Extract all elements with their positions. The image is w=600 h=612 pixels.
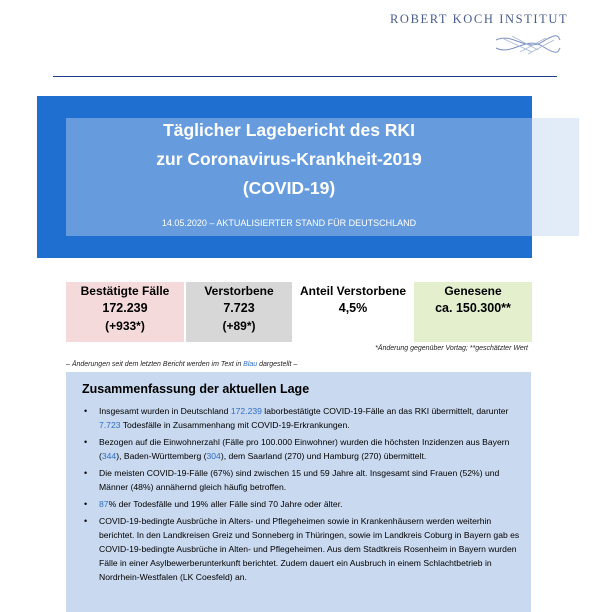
report-title-line3: (COVID-19) (242, 178, 336, 198)
stat-label: Genesene (444, 284, 502, 298)
summary-list (84, 404, 524, 587)
report-date: 14.05.2020 – AKTUALISIERTER STAND FÜR DEUTSCHLAND (161, 218, 417, 228)
changes-note-post: dargestellt – (257, 361, 298, 368)
summary-title: Zusammenfassung der aktuellen Lage (82, 382, 310, 396)
stat-recovered (414, 282, 532, 342)
rki-wave-icon (492, 30, 562, 58)
stat-change: (+89*) (222, 319, 256, 333)
stat-death-ratio (294, 282, 412, 342)
stat-value: ca. 150.300** (435, 301, 511, 315)
summary-item: • Bezogen auf die Einwohnerzahl (Fälle pro 100.000 Einwohner) wurden die höchsten Inzidenzen aus Bayern (344), Baden-Württemberg (304), dem Saarland (270) und Hamburg (270) übermittelt. (84, 435, 524, 463)
rki-logo (390, 12, 569, 27)
stat-label: Verstorbene (204, 284, 274, 298)
stat-value: 172.239 (102, 301, 148, 315)
changes-note-blue: Blau (243, 361, 258, 368)
report-title-line1: Täglicher Lagebericht des RKI (163, 120, 415, 140)
stat-change: (+933*) (105, 319, 145, 333)
changes-note (66, 361, 546, 368)
stat-confirmed-cases (66, 282, 184, 342)
rki-org-name: ROBERT KOCH INSTITUT (390, 12, 569, 26)
summary-item: • Die meisten COVID-19-Fälle (67%) sind zwischen 15 und 59 Jahre alt. Insgesamt sind Frauen (52%) und Männer (48%) annähernd gleich häufig betroffen. (84, 466, 524, 494)
stat-deaths (186, 282, 292, 342)
report-title-line2: zur Coronavirus-Krankheit-2019 (156, 149, 422, 169)
stat-value: 4,5% (338, 301, 368, 315)
stats-footnote: *Änderung gegenüber Vortag; **geschätzter Wert (375, 345, 528, 352)
summary-item: • Insgesamt wurden in Deutschland 172.239 laborbestätigte COVID-19-Fälle an das RKI übermittelt, darunter 7.723 Todesfälle in Zusammenhang mit COVID-19-Erkrankungen. (84, 404, 524, 432)
summary-item: • COVID-19-bedingte Ausbrüche in Alters- und Pflegeheimen sowie in Krankenhäusern werden weiterhin berichtet. In den Landkreisen Greiz und Sonneberg in Thüringen, sowie im Landkreis Coburg in Bayern gab es COVID-19-bedingte Ausbrüche in Alten- und Pflegeheimen. Aus dem Stadtkreis Rosenheim in Bayern wurden Fälle in einer Asylbewerberunterkunft berichtet. Zudem dauert ein Ausbruch in einem Schlachtbetrieb in Nordrhein-Westfalen (LK Coesfeld) an. (84, 514, 524, 584)
stat-value: 7.723 (223, 301, 255, 315)
stat-label: Bestätigte Fälle (80, 284, 170, 298)
header-divider (53, 76, 557, 77)
report-title (66, 116, 512, 203)
changes-note-pre: – Änderungen seit dem letzten Bericht werden im Text in (66, 361, 244, 368)
summary-item: • 87% der Todesfälle und 19% aller Fälle sind 70 Jahre oder älter. (84, 497, 524, 511)
stat-label: Anteil Verstorbene (299, 284, 407, 298)
